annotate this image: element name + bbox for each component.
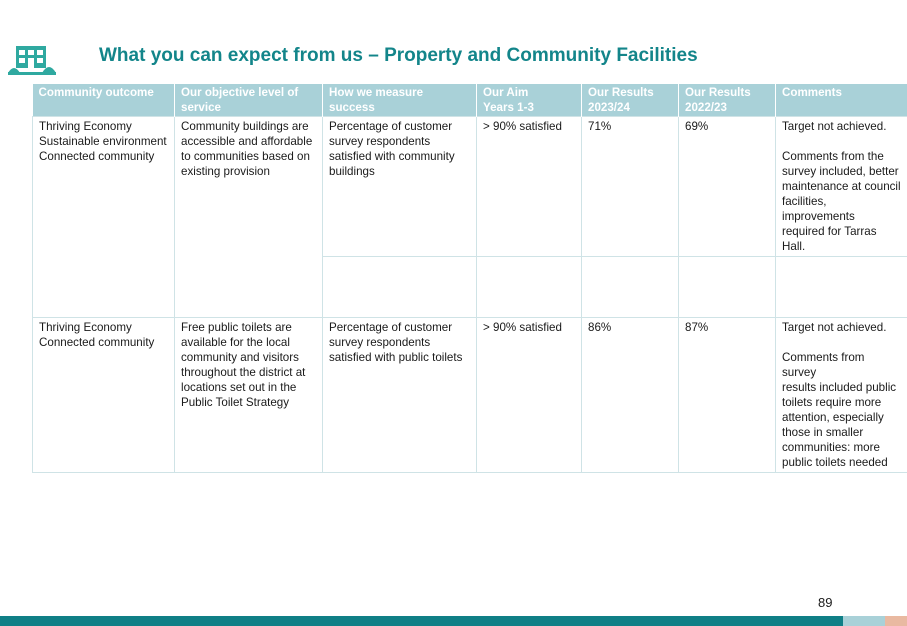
cell-empty	[477, 257, 582, 318]
cell-result-2223: 69%	[679, 117, 776, 257]
header-results-2223: Our Results 2022/23	[679, 84, 776, 117]
cell-comments: Target not achieved. Comments from the survey included, better maintenance at council facilities, improvements required for Tarras Hall.	[776, 117, 907, 257]
cell-empty	[776, 257, 907, 318]
service-level-table	[32, 84, 907, 473]
cell-aim: > 90% satisfied	[477, 318, 582, 473]
table-row	[33, 117, 907, 257]
cell-measure: Percentage of customer survey respondents satisfied with community buildings	[323, 117, 477, 257]
page-number: 89	[818, 595, 833, 610]
header-results-2324: Our Results 2023/24	[582, 84, 679, 117]
cell-outcome: Thriving Economy Sustainable environment Connected community	[33, 117, 175, 318]
footer-bar-peach	[885, 616, 907, 626]
cell-objective: Community buildings are accessible and affordable to communities based on existing provision	[175, 117, 323, 318]
cell-measure: Percentage of customer survey respondents satisfied with public toilets	[323, 318, 477, 473]
building-icon	[8, 43, 56, 75]
cell-aim: > 90% satisfied	[477, 117, 582, 257]
page-title: What you can expect from us – Property and Community Facilities	[99, 45, 698, 66]
table-row	[33, 318, 907, 473]
cell-empty	[323, 257, 477, 318]
header-objective: Our objective level of service	[175, 84, 323, 117]
footer-bar-main	[0, 616, 843, 626]
cell-empty	[582, 257, 679, 318]
cell-result-2324: 86%	[582, 318, 679, 473]
cell-result-2223: 87%	[679, 318, 776, 473]
cell-result-2324: 71%	[582, 117, 679, 257]
cell-objective: Free public toilets are available for the local community and visitors throughout the district at locations set out in the Public Toilet Strategy	[175, 318, 323, 473]
header-community-outcome: Community outcome	[33, 84, 175, 117]
cell-empty	[679, 257, 776, 318]
header-aim: Our Aim Years 1-3	[477, 84, 582, 117]
cell-comments: Target not achieved. Comments from survey results included public toilets require more attention, especially those in smaller communities: more public toilets needed	[776, 318, 907, 473]
table-header-row	[33, 84, 907, 117]
header-measure: How we measure success	[323, 84, 477, 117]
cell-outcome: Thriving Economy Connected community	[33, 318, 175, 473]
footer-bar-light	[843, 616, 885, 626]
header-comments: Comments	[776, 84, 907, 117]
